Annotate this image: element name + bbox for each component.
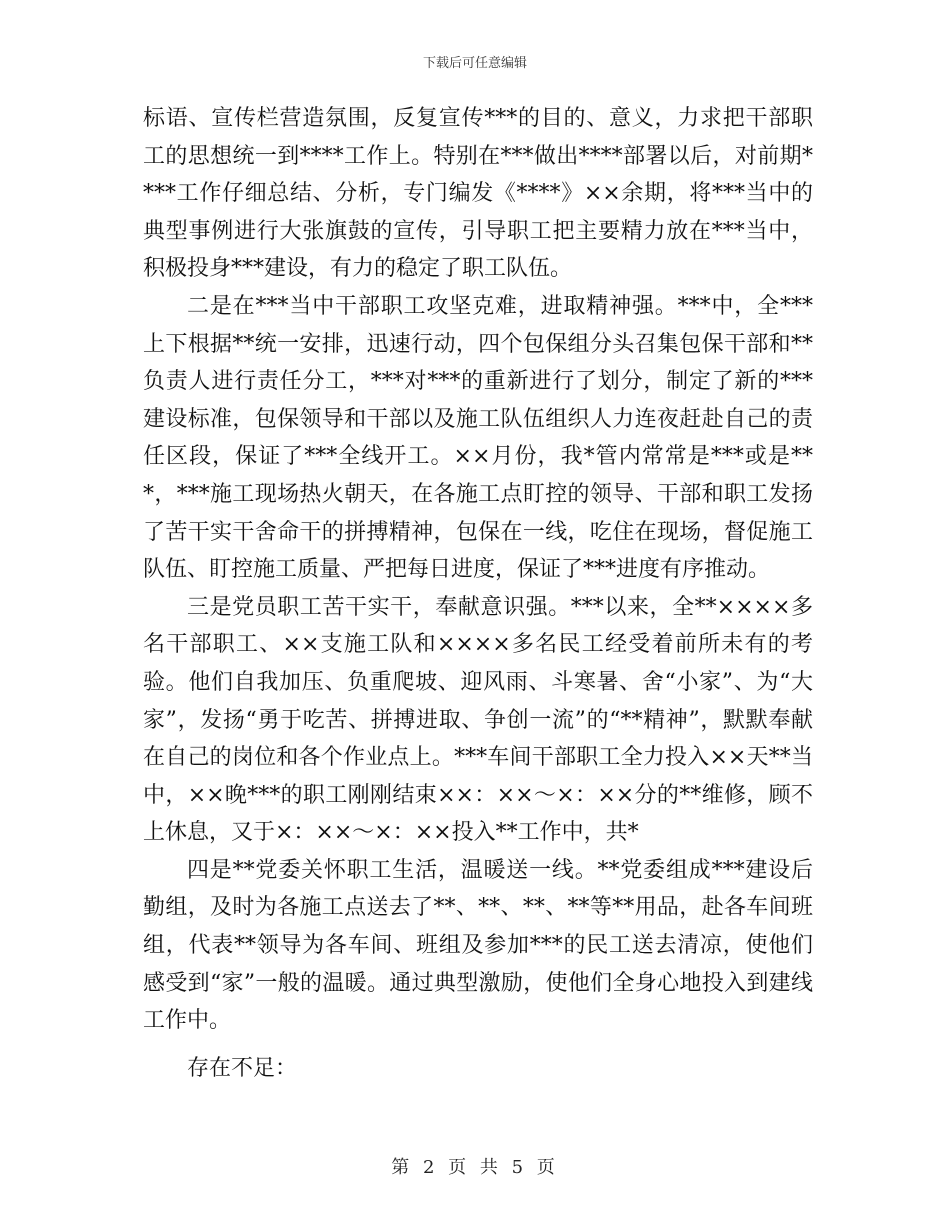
page-header-note: 下载后可任意编辑 <box>422 56 527 71</box>
paragraph-point-three: 三是党员职工苦干实干，奉献意识强。***以来，全**××××多名干部职工、××支施工队和××××多名民工经受着前所未有的考验。他们自我加压、负重爬坡、迎风雨、斗寒暑、舍“小家”、为“大家”，发扬“勇于吃苦、拼搏进取、争创一流”的“**精神”，默默奉献在自己的岗位和各个作业点上。***车间干部职工全力投入××天**当中，××晚***的职工刚刚结束××：××～×：××分的**维修，顾不上休息，又于×：××～×：××投入**工作中，共* <box>143 594 813 846</box>
page-number: 第 2 页 共 5 页 <box>391 1157 559 1178</box>
paragraph-point-four: 四是**党委关怀职工生活，温暖送一线。**党委组成***建设后勤组，及时为各施工点送去了**、**、**、**等**用品，赴各车间班组，代表**领导为各车间、班组及参加***的民工送去清凉，使他们感受到“家”一般的温暖。通过典型激励，使他们全身心地投入到建线工作中。 <box>143 857 813 1034</box>
paragraph-continuation: 标语、宣传栏营造氛围，反复宣传***的目的、意义，力求把干部职工的思想统一到****工作上。特别在***做出****部署以后，对前期****工作仔细总结、分析，专门编发《****》××余期，将***当中的典型事例进行大张旗鼓的宣传，引导职工把主要精力放在***当中，积极投身***建设，有力的稳定了职工队伍。 <box>143 106 813 282</box>
paragraph-shortcomings-heading: 存在不足： <box>187 1055 298 1081</box>
paragraph-point-two: 二是在***当中干部职工攻坚克难，进取精神强。***中，全***上下根据**统一安排，迅速行动，四个包保组分头召集包保干部和**负责人进行责任分工，***对***的重新进行了划分，制定了新的***建设标准，包保领导和干部以及施工队伍组织人力连夜赶赴自己的责任区段，保证了***全线开工。××月份，我*管内常常是***或是***，***施工现场热火朝天，在各施工点盯控的领导、干部和职工发扬了苦干实干舍命干的拼搏精神，包保在一线，吃住在现场，督促施工队伍、盯控施工质量、严把每日进度，保证了***进度有序推动。 <box>143 293 813 583</box>
document-body <box>143 100 813 1087</box>
